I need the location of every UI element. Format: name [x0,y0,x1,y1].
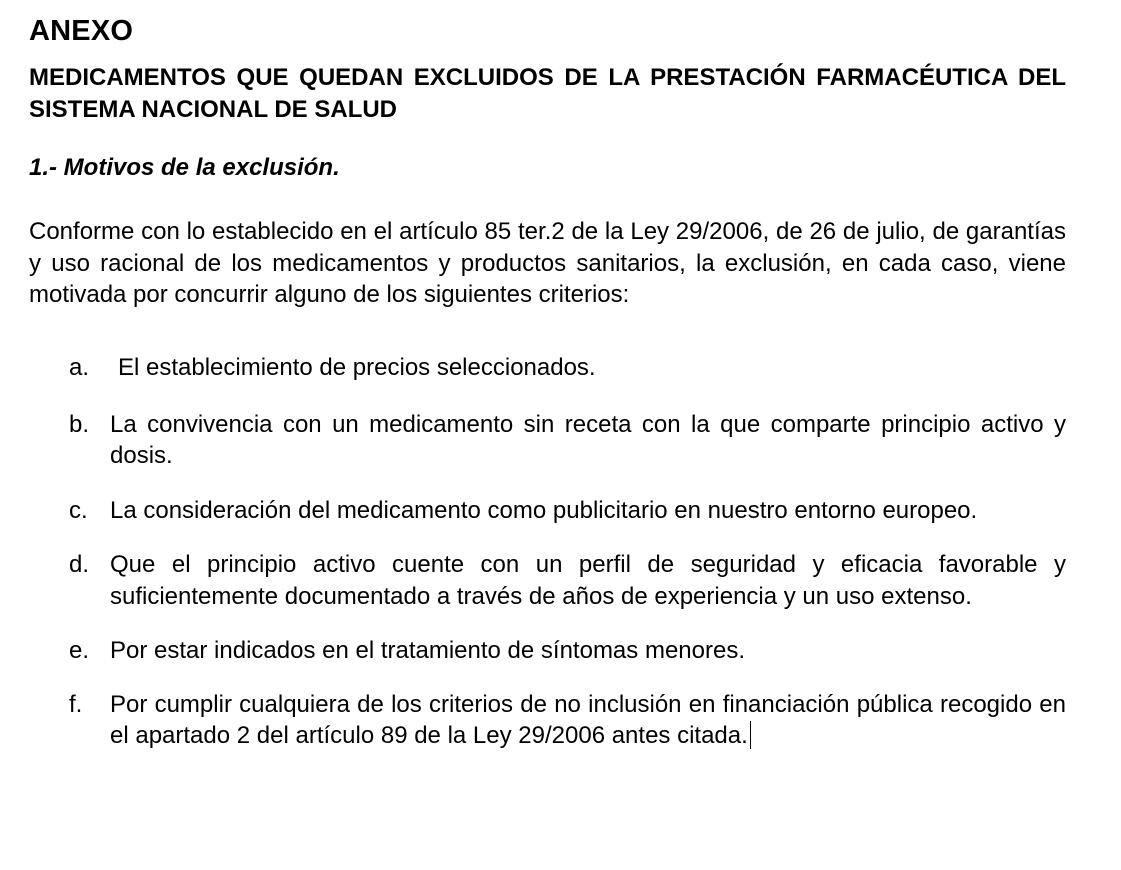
criterion-text: La convivencia con un medicamento sin receta con la que comparte principio activo y dosis. [110,410,1066,469]
criteria-list [29,352,1066,752]
criterion-letter: e. [69,637,90,664]
criterion-letter: f. [69,690,83,718]
criterion-item [29,352,1066,384]
criterion-item [29,549,1066,612]
main-title: MEDICAMENTOS QUE QUEDAN EXCLUIDOS DE LA PRESTACIÓN FARMACÉUTICA DEL SISTEMA NACIONAL DE SALUD [29,64,1066,123]
criterion-item [29,495,1066,527]
text-cursor [750,721,751,749]
section-title: 1.- Motivos de la exclusión. [29,154,340,181]
criterion-letter: a. [69,354,90,381]
criterion-text: Por estar indicados en el tratamiento de síntomas menores. [110,637,745,664]
intro-paragraph: Conforme con lo establecido en el artículo 85 ter.2 de la Ley 29/2006, de 26 de julio, de garantías y uso racional de los medicamentos y productos sanitarios, la exclusión, en cada caso, viene motivada por concurrir alguno de los siguientes criterios: [29,218,1066,308]
criterion-text: Por cumplir cualquiera de los criterios de no inclusión en financiación pública recogido en el apartado 2 del artículo 89 de la Ley 29/2006 antes citada. [110,690,1066,749]
criterion-letter: d. [69,551,90,578]
criterion-text: Que el principio activo cuente con un perfil de seguridad y eficacia favorable y suficientemente documentado a través de años de experiencia y un uso extenso. [110,551,1066,610]
criterion-item [29,409,1066,472]
criterion-text: La consideración del medicamento como publicitario en nuestro entorno europeo. [110,496,978,524]
criterion-item [29,689,1066,752]
annex-title: ANEXO [29,15,134,47]
criterion-item [29,635,1066,667]
criterion-letter: c. [69,496,88,524]
criterion-letter: b. [69,410,90,438]
criterion-text: El establecimiento de precios seleccionados. [118,354,596,381]
